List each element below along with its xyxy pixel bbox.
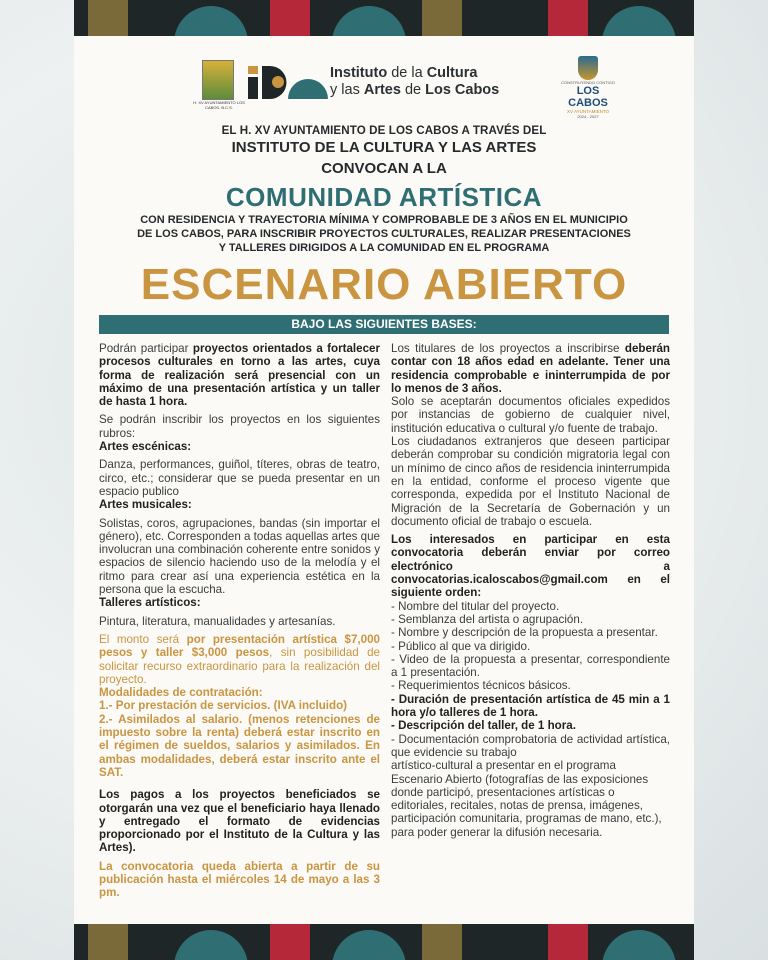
extranjeros-paragraph: Los ciudadanos extranjeros que deseen participar deberán comprobar su condición migratoria legal con un mínimo de cinco años de residencia ininterrumpida en la entidad, conforme el proceso vigente que corresponda, expedida por el Instituto Nacional de Migración de la Secretaría de Gobernación y un documento oficial de trabajo o escuela. bbox=[391, 435, 670, 528]
title-comunidad: COMUNIDAD ARTÍSTICA bbox=[225, 182, 543, 212]
top-decorative-band bbox=[74, 0, 694, 36]
list-item: - Descripción del taller, de 1 hora. bbox=[391, 719, 576, 733]
artes-escenicas-text: Danza, performances, guiñol, títeres, obras de teatro, circo, etc.; considerar que se pueda presentar en un espacio publico bbox=[99, 458, 380, 498]
documentos-paragraph: Solo se aceptarán documentos oficiales expedidos por instancias de gobierno de cualquier nivel, institución educativa o cultural y/o fuente de trabajo. bbox=[391, 395, 670, 435]
left-column bbox=[99, 342, 380, 905]
title-line-2: INSTITUTO DE LA CULTURA Y LAS ARTES bbox=[231, 139, 537, 156]
list-item: - Nombre del titular del proyecto. bbox=[391, 599, 560, 613]
artes-musicales-heading: Artes musicales: bbox=[99, 498, 192, 512]
poster bbox=[74, 0, 694, 960]
los-cabos-logo: CONSTRUYENDO CONTIGO LOS CABOS XV AYUNTAMIENTO 2024 - 2027 bbox=[558, 56, 618, 119]
bottom-decorative-band bbox=[74, 924, 694, 960]
title-line-1: EL H. XV AYUNTAMIENTO DE LOS CABOS A TRAVÉS DEL bbox=[221, 124, 547, 137]
list-item: - Requerimientos técnicos básicos. bbox=[391, 679, 571, 693]
envio-paragraph: Los interesados en participar en esta convocatoria deberán enviar por correo electrónico a convocatorias.icaloscabos@gmail.com en el siguiente orden: bbox=[391, 533, 670, 600]
modalidad-1: 1.- Por prestación de servicios. (IVA incluido) bbox=[99, 699, 348, 713]
list-item: - Nombre y descripción de la propuesta a presentar. bbox=[391, 626, 658, 640]
artes-musicales-text: Solistas, coros, agrupaciones, bandas (sin importar el género), etc. Corresponden a todas aquellas artes que involucran una combinación coherente entre sonidos y espacios de silencio haciendo uso de la melodía y el ritmo para crear así una experiencia estética en la persona que la escucha. bbox=[99, 516, 381, 597]
pagos-paragraph: Los pagos a los proyectos beneficiados se otorgarán una vez que el beneficiario haya llenado y entregado el formato de evidencias proporcionado por el Instituto de la Cultura y las Artes). bbox=[99, 788, 380, 855]
titulares-paragraph: Los titulares de los proyectos a inscribirse deberán contar con 18 años edad en adelante. Tener una residencia comprobable e ininterrumpida de por lo menos de 3 años. bbox=[391, 342, 670, 395]
right-column bbox=[391, 342, 670, 839]
list-item: - Público al que va dirigido. bbox=[391, 639, 531, 653]
list-item: - Video de la propuesta a presentar, correspondiente a 1 presentación. bbox=[391, 652, 670, 680]
list-item: - Duración de presentación artística de 45 min a 1 hora y/o talleres de 1 hora. bbox=[391, 692, 670, 720]
modalidades-heading: Modalidades de contratación: bbox=[99, 686, 263, 700]
list-item: - Documentación comprobatoria de actividad artística, que evidencie su trabajo bbox=[391, 732, 670, 759]
title-line-3: CONVOCAN A LA bbox=[321, 160, 447, 177]
participation-paragraph: Podrán participar proyectos orientados a fortalecer procesos culturales en torno a las artes, cuya forma de realización será presencial con un máximo de una presentación artística y un taller de hasta 1 hora. bbox=[99, 342, 380, 409]
seal-caption: H. XV AYUNTAMIENTO LOS CABOS, B.C.S. bbox=[193, 100, 245, 110]
convocatoria-abierta: La convocatoria queda abierta a partir de su publicación hasta el miércoles 14 de mayo a las 3 pm. bbox=[99, 859, 380, 900]
monto-paragraph: El monto será por presentación artística $7,000 pesos y taller $3,000 pesos, sin posibilidad de solicitar recurso extraordinario para la realización del proyecto. bbox=[99, 632, 380, 686]
title-description: CON RESIDENCIA Y TRAYECTORIA MÍNIMA Y COMPROBABLE DE 3 AÑOS EN EL MUNICIPIO DE LOS CABOS, PARA INSCRIBIR PROYECTOS CULTURALES, REALIZAR PRESENTACIONES Y TALLERES DIRIGIDOS A LA COMUNIDAD EN EL PROGRAMA bbox=[137, 214, 631, 254]
contact-email[interactable]: convocatorias.icaloscabos@gmail.com bbox=[391, 573, 608, 587]
institute-logo-icon bbox=[248, 64, 328, 100]
los-cabos-shield-icon bbox=[578, 56, 598, 80]
modalidad-2: 2.- Asimilados al salario. (menos retenciones de impuesto sobre la renta) deberá estar inscrito en el régimen de sueldos, salarios y asimilados. En ambas modalidades, deberá estar inscrito ante el SAT. bbox=[99, 712, 380, 779]
artes-escenicas-heading: Artes escénicas: bbox=[99, 440, 192, 454]
talleres-text: Pintura, literatura, manualidades y artesanías. bbox=[99, 614, 336, 628]
bases-banner: BAJO LAS SIGUIENTES BASES: bbox=[99, 315, 669, 334]
rubros-intro: Se podrán inscribir los proyectos en los siguientes rubros: bbox=[99, 413, 380, 440]
talleres-heading: Talleres artísticos: bbox=[99, 596, 201, 610]
list-item: - Semblanza del artista o agrupación. bbox=[391, 612, 584, 626]
institute-name: Instituto de la Cultura y las Artes de Los Cabos bbox=[330, 65, 500, 98]
logo-row bbox=[74, 56, 694, 119]
program-title: ESCENARIO ABIERTO bbox=[140, 260, 628, 309]
list-item-continued: artístico-cultural a presentar en el programa Escenario Abierto (fotografías de las exposiciones donde participó, presentaciones artísticas o editoriales, recitales, notas de prensa, imágenes, participación comunitaria, programas de mano, etc.), para poder generar la difusión necesaria. bbox=[391, 759, 662, 839]
municipal-seal-icon bbox=[202, 60, 234, 100]
